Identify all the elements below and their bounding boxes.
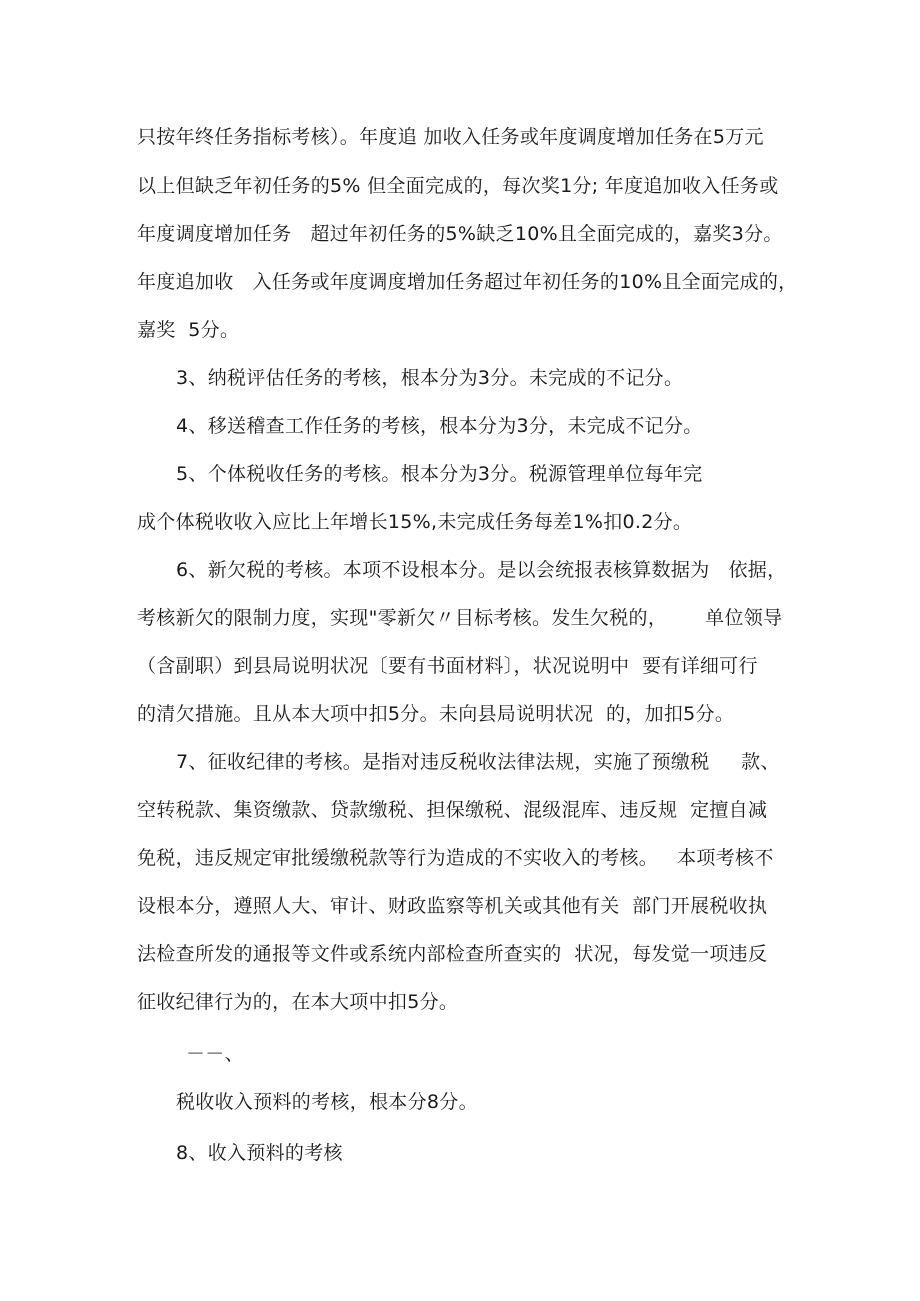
text-line: 免税，违反规定审批缓缴税款等行为造成的不实收入的考核。 本项考核不 (137, 847, 774, 869)
text-line: 考核新欠的限制力度，实现"零新欠〃目标考核。发生欠税的， 单位领导 (137, 607, 783, 629)
text-line: 以上但缺乏年初任务的5% 但全面完成的，每次奖1分; 年度追加收入任务或 (137, 175, 779, 197)
text-line: 空转税款、集资缴款、贷款缴税、担保缴税、混级混库、违反规 定擅自减 (137, 799, 768, 821)
text-line: 的清欠措施。且从本大项中扣5分。未向县局说明状况 的，加扣5分。 (137, 703, 735, 725)
text-line: 8、收入预料的考核 (176, 1142, 343, 1164)
text-line: 年度调度增加任务 超过年初任务的5%缺乏10%且全面完成的，嘉奖3分。 (137, 223, 783, 245)
text-line: 4、移送稽查工作任务的考核，根本分为3分，未完成不记分。 (176, 415, 703, 437)
text-line: 设根本分，遵照人大、审计、财政监察等机关或其他有关 部门开展税收执 (137, 895, 768, 917)
text-line: 成个体税收收入应比上年增长15%,未完成任务每差1%扣0.2分。 (137, 511, 693, 533)
text-line: 嘉奖 5分。 (137, 319, 240, 341)
text-line: 征收纪律行为的，在本大项中扣5分。 (137, 991, 459, 1013)
text-line: 3、纳税评估任务的考核，根本分为3分。未完成的不记分。 (176, 367, 684, 389)
text-line: 税收收入预料的考核，根本分8分。 (176, 1091, 478, 1113)
text-line: 7、征收纪律的考核。是指对违反税收法律法规，实施了预缴税 款、 (176, 751, 780, 773)
text-line: （含副职）到县局说明状况〔要有书面材料〕，状况说明中 要有详细可行 (137, 655, 758, 677)
text-line: 年度追加收 入任务或年度调度增加任务超过年初任务的10%且全面完成的， (137, 271, 798, 293)
text-line: 5、个体税收任务的考核。根本分为3分。税源管理单位每年完 (176, 463, 703, 485)
text-line: 6、新欠税的考核。本项不设根本分。是以会统报表核算数据为 依据， (176, 559, 787, 581)
text-line: 只按年终任务指标考核）。年度追 加收入任务或年度调度增加任务在5万元 (137, 126, 764, 148)
text-line: －－、 (186, 1043, 244, 1065)
text-line: 法检查所发的通报等文件或系统内部检查所查实的 状况，每发觉一项违反 (137, 943, 768, 965)
